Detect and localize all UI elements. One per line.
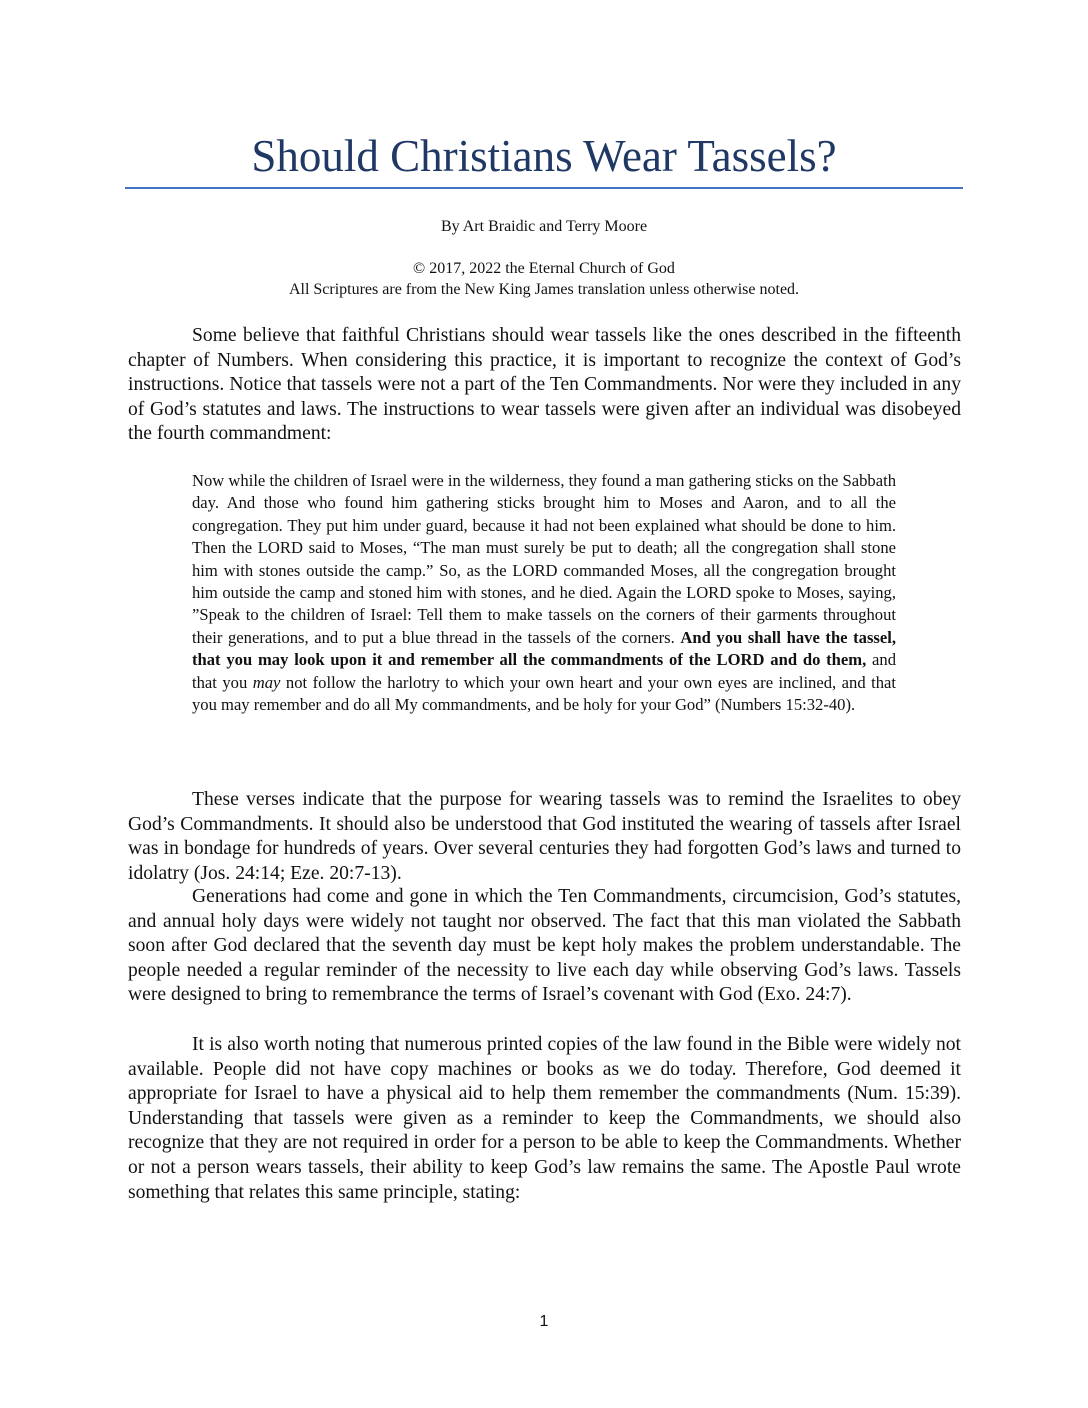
quote-text-part-3: not follow the harlotry to which your own heart and your own eyes are inclined, and that you may remember and do all My commandments, and be holy for your God” (Numbers 15:32-40). <box>192 672 896 715</box>
copyright-notice <box>125 258 963 300</box>
title-underline-rule <box>125 187 963 189</box>
body-paragraph-2: These verses indicate that the purpose for wearing tassels was to remind the Israelites to obey God’s Commandments. It should also be understood that God instituted the wearing of tassels after Israel was in bondage for hundreds of years. Over several centuries they had forgotten God’s laws and turned to idolatry (Jos. 24:14; Eze. 20:7-13). <box>128 789 961 884</box>
scripture-translation-note: All Scriptures are from the New King James translation unless otherwise noted. <box>288 281 800 298</box>
page-number: 1 <box>539 1313 549 1330</box>
quote-text-part-1: Now while the children of Israel were in the wilderness, they found a man gathering sticks on the Sabbath day. And those who found him gathering sticks brought him to Moses and Aaron, and to all the congregation. They put him under guard, because it had not been explained what should be done to him. Then the LORD said to Moses, “The man must surely be put to death; all the congregation shall stone him with stones outside the camp.” So, as the LORD commanded Moses, all the congregation brought him outside the camp and stoned him with stones, and he died. Again the LORD spoke to Moses, saying, ”Speak to the children of Israel: Tell them to make tassels on the corners of their garments throughout their generations, and to put a blue thread in the tassels of the corners. <box>192 471 896 647</box>
document-title: Should Christians Wear Tassels? <box>251 131 837 181</box>
body-paragraph-4: It is also worth noting that numerous printed copies of the law found in the Bible were widely not available. People did not have copy machines or books as we do today. Therefore, God deemed it appropriate for Israel to have a physical aid to help them remember the commandments (Num. 15:39). Understanding that tassels were given as a reminder to keep the Commandments, we should also recognize that they are not required in order for a person to be able to keep the Commandments. Whether or not a person wears tassels, their ability to keep God’s law remains the same. The Apostle Paul wrote something that relates this same principle, stating: <box>128 1034 961 1203</box>
quote-bold-emphasis: And you shall have the tassel, that you may look upon it and remember all the commandments of the LORD and do them, <box>192 627 896 670</box>
quote-italic-word: may <box>252 672 281 692</box>
body-paragraph-3: Generations had come and gone in which the Ten Commandments, circumcision, God’s statutes, and annual holy days were widely not taught nor observed. The fact that this man violated the Sabbath soon after God declared that the seventh day must be kept holy makes the problem understandable. The people needed a regular reminder of the necessity to live each day while observing God’s laws. Tassels were designed to bring to remembrance the terms of Israel’s covenant with God (Exo. 24:7). <box>128 886 961 1006</box>
quote-text-part-2: and that you <box>192 650 897 692</box>
author-byline: By Art Braidic and Terry Moore <box>440 218 648 235</box>
scripture-block-quote <box>192 470 896 716</box>
copyright-line: © 2017, 2022 the Eternal Church of God <box>413 260 675 277</box>
body-paragraph-1: Some believe that faithful Christians should wear tassels like the ones described in the fifteenth chapter of Numbers. When considering this practice, it is important to recognize the context of God’s instructions. Notice that tassels were not a part of the Ten Commandments. Nor were they included in any of God’s statutes and laws. The instructions to wear tassels were given after an individual was disobeyed the fourth commandment: <box>128 325 961 445</box>
